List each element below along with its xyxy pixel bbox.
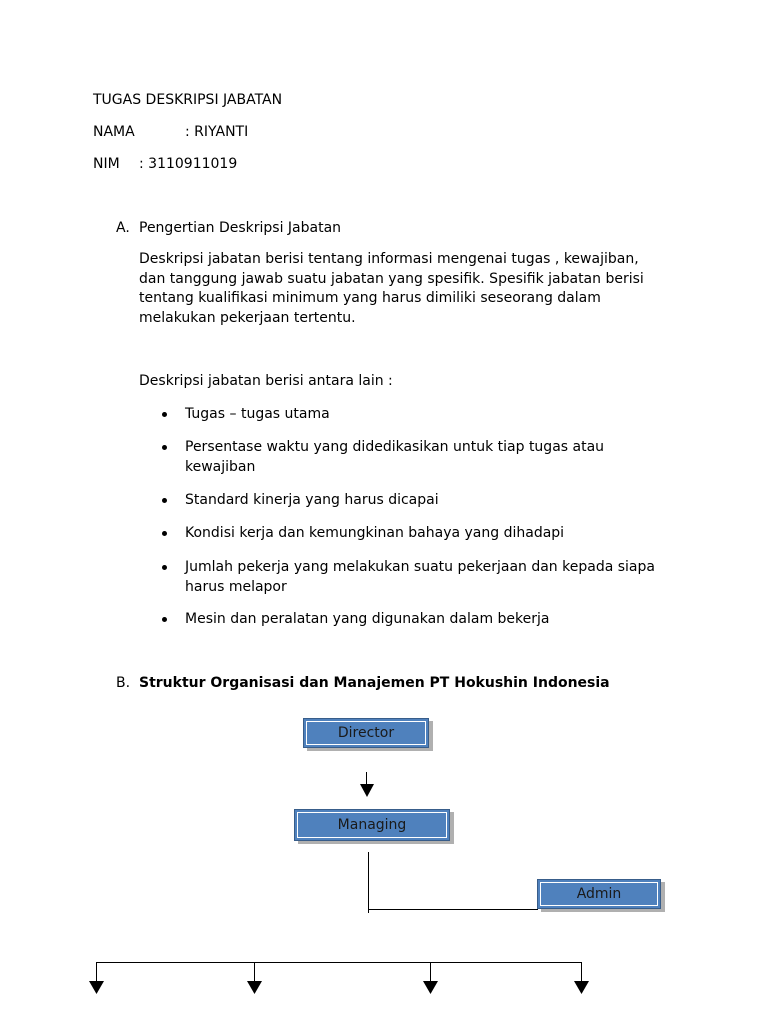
list-item — [185, 438, 604, 477]
arrow-down-icon — [423, 981, 438, 995]
list-intro: Deskripsi jabatan berisi antara lain : — [139, 373, 393, 389]
arrow-down-icon — [89, 981, 104, 995]
arrow-down-icon — [247, 981, 262, 995]
list-item-line: Mesin dan peralatan yang digunakan dalam bekerja — [185, 611, 550, 627]
org-box-label: Managing — [337, 817, 407, 833]
org-box-label: Director — [337, 725, 395, 741]
arrow-down-icon — [574, 981, 589, 995]
paragraph-line: tentang kualifikasi minimum yang harus dimiliki seseorang dalam — [139, 290, 601, 306]
section-b-marker: B. — [116, 675, 131, 691]
connector-line — [368, 909, 538, 910]
nama-value: : RIYANTI — [185, 124, 249, 140]
bullet-icon — [162, 498, 167, 503]
org-box-admin — [537, 879, 661, 909]
list-item — [185, 405, 330, 425]
nim-label: NIM — [93, 156, 120, 172]
nim-value: : 3110911019 — [139, 156, 238, 172]
paragraph-line: dan tanggung jawab suatu jabatan yang spesifik. Spesifik jabatan berisi — [139, 270, 644, 287]
list-item — [185, 558, 655, 597]
list-item-line: Kondisi kerja dan kemungkinan bahaya yang dihadapi — [185, 525, 565, 541]
section-a-paragraph — [139, 250, 644, 328]
list-item-line: kewajiban — [185, 458, 256, 475]
section-b-heading: Struktur Organisasi dan Manajemen PT Hokushin Indonesia — [139, 675, 610, 691]
bullet-icon — [162, 565, 167, 570]
list-item-line: Tugas – tugas utama — [185, 406, 330, 422]
org-box-managing — [294, 809, 450, 841]
bullet-icon — [162, 412, 167, 417]
list-item — [185, 610, 549, 630]
connector-line — [96, 962, 582, 963]
bullet-icon — [162, 445, 167, 450]
list-item — [185, 491, 439, 511]
paragraph-line: melakukan pekerjaan tertentu. — [139, 309, 356, 326]
section-a-heading: Pengertian Deskripsi Jabatan — [139, 220, 342, 236]
list-item-line: harus melapor — [185, 578, 287, 595]
list-item — [185, 524, 564, 544]
paragraph-line: Deskripsi jabatan berisi tentang informasi mengenai tugas , kewajiban, — [139, 251, 639, 267]
bullet-icon — [162, 531, 167, 536]
arrow-down-icon — [360, 784, 374, 798]
doc-title: TUGAS DESKRIPSI JABATAN — [93, 92, 283, 108]
nama-label: NAMA — [93, 124, 135, 140]
connector-line — [368, 852, 369, 913]
org-box-director — [303, 718, 429, 748]
section-a-marker: A. — [116, 220, 130, 236]
org-box-label: Admin — [576, 886, 622, 902]
list-item-line: Jumlah pekerja yang melakukan suatu pekerjaan dan kepada siapa — [185, 559, 655, 575]
list-item-line: Persentase waktu yang didedikasikan untuk tiap tugas atau — [185, 439, 605, 455]
bullet-icon — [162, 617, 167, 622]
list-item-line: Standard kinerja yang harus dicapai — [185, 492, 439, 508]
